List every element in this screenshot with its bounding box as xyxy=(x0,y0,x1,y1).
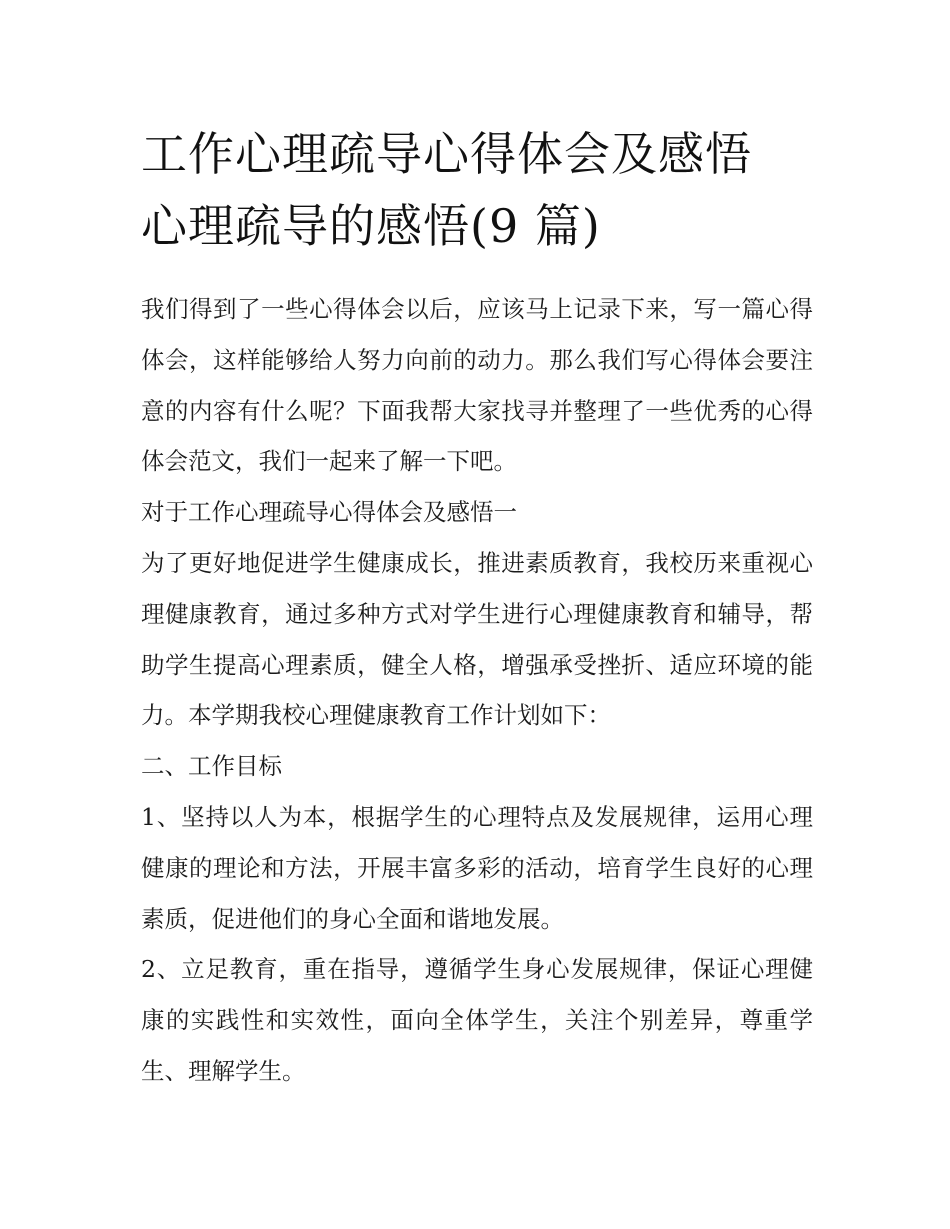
title-line-1: 工作心理疏导心得体会及感悟 xyxy=(141,127,752,181)
list-item-1: 1、坚持以人为本，根据学生的心理特点及发展规律，运用心理健康的理论和方法，开展丰富多彩的活动，培育学生良好的心理素质，促进他们的身心全面和谐地发展。 xyxy=(141,802,813,933)
section-heading: 对于工作心理疏导心得体会及感悟一 xyxy=(141,498,517,527)
body-paragraph: 为了更好地促进学生健康成长，推进素质教育，我校历来重视心理健康教育，通过多种方式对学生进行心理健康教育和辅导，帮助学生提高心理素质，健全人格，增强承受挫折、适应环境的能力。本学期我校心理健康教育工作计划如下： xyxy=(141,548,813,730)
document-title xyxy=(141,118,813,262)
intro-paragraph: 我们得到了一些心得体会以后，应该马上记录下来，写一篇心得体会，这样能够给人努力向前的动力。那么我们写心得体会要注意的内容有什么呢？下面我帮大家找寻并整理了一些优秀的心得体会范文，我们一起来了解一下吧。 xyxy=(141,295,813,476)
document-content xyxy=(141,118,813,1097)
document-body xyxy=(141,284,813,1097)
list-item-2: 2、立足教育，重在指导，遵循学生身心发展规律，保证心理健康的实践性和实效性，面向全体学生，关注个别差异，尊重学生、理解学生。 xyxy=(141,955,813,1085)
subsection-heading: 二、工作目标 xyxy=(141,752,282,781)
title-line-2: 心理疏导的感悟(9 篇) xyxy=(141,199,601,253)
